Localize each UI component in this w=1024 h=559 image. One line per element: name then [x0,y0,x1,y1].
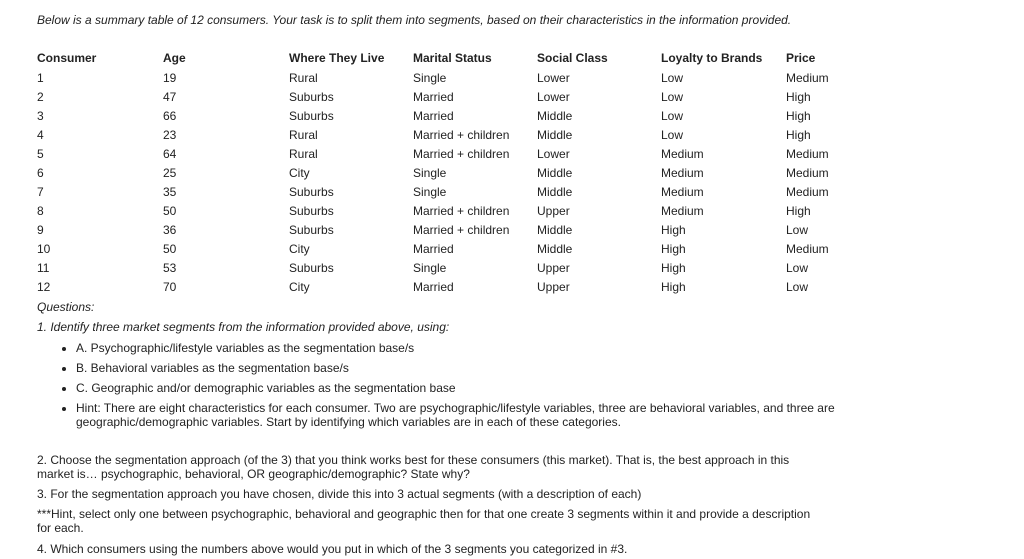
cell-price: High [786,89,811,104]
cell-age: 50 [163,241,177,256]
cell-marital-status: Single [413,260,447,275]
cell-loyalty-to-brands: High [661,260,686,275]
cell-marital-status: Married + children [413,146,510,161]
cell-consumer: 6 [37,165,44,180]
cell-where-they-live: City [289,279,310,294]
header-consumer: Consumer [37,51,97,65]
table-header-row [37,48,877,68]
cell-price: High [786,127,811,142]
cell-marital-status: Married [413,279,454,294]
question-1: 1. Identify three market segments from the information provided above, using: [37,320,450,334]
table-row [37,87,877,106]
cell-social-class: Lower [537,146,570,161]
cell-where-they-live: Suburbs [289,89,334,104]
cell-age: 64 [163,146,177,161]
table-row [37,220,877,239]
cell-social-class: Middle [537,127,573,142]
cell-social-class: Middle [537,108,573,123]
cell-age: 47 [163,89,177,104]
cell-consumer: 1 [37,70,44,85]
header-social-class: Social Class [537,51,608,65]
cell-price: High [786,203,811,218]
cell-loyalty-to-brands: Medium [661,146,704,161]
table-row [37,239,877,258]
table-row [37,68,877,87]
cell-where-they-live: Suburbs [289,203,334,218]
table-row [37,144,877,163]
cell-age: 50 [163,203,177,218]
cell-price: Low [786,279,809,294]
table-row [37,258,877,277]
cell-where-they-live: Rural [289,146,318,161]
cell-loyalty-to-brands: Low [661,108,684,123]
cell-social-class: Upper [537,203,570,218]
cell-where-they-live: Rural [289,127,318,142]
cell-loyalty-to-brands: Low [661,127,684,142]
cell-consumer: 7 [37,184,44,199]
questions-heading: Questions: [37,300,95,314]
cell-marital-status: Married + children [413,222,510,237]
cell-price: Medium [786,70,829,85]
cell-price: Low [786,260,809,275]
header-price: Price [786,51,816,65]
table-row [37,163,877,182]
cell-loyalty-to-brands: High [661,241,686,256]
cell-social-class: Lower [537,70,570,85]
cell-marital-status: Married [413,89,454,104]
question-2: 2. Choose the segmentation approach (of the 3) that you think works best for these consumers (this market). That is, the best approach in this market is… psychographic, behavioral, OR geographic/demographic? State why? [37,453,790,481]
table-row [37,277,877,296]
table-body [37,68,877,296]
cell-marital-status: Single [413,70,447,85]
cell-where-they-live: Rural [289,70,318,85]
cell-loyalty-to-brands: Medium [661,203,704,218]
cell-social-class: Lower [537,89,570,104]
header-marital-status: Marital Status [413,51,492,65]
header-age: Age [163,51,186,65]
cell-consumer: 3 [37,108,44,123]
cell-loyalty-to-brands: Medium [661,184,704,199]
cell-consumer: 4 [37,127,44,142]
cell-where-they-live: City [289,165,310,180]
question-3-hint: ***Hint, select only one between psychographic, behavioral and geographic then for that one create 3 segments within it and provide a description for each. [37,507,811,535]
cell-price: Low [786,222,809,237]
bullet-geographic: • C. Geographic and/or demographic variables as the segmentation base [76,381,836,395]
cell-consumer: 8 [37,203,44,218]
cell-loyalty-to-brands: Medium [661,165,704,180]
cell-loyalty-to-brands: Low [661,70,684,85]
cell-price: High [786,108,811,123]
cell-loyalty-to-brands: High [661,279,686,294]
question-3: 3. For the segmentation approach you have chosen, divide this into 3 actual segments (with a description of each) [37,487,642,501]
cell-social-class: Upper [537,279,570,294]
cell-consumer: 5 [37,146,44,161]
cell-social-class: Middle [537,241,573,256]
cell-loyalty-to-brands: High [661,222,686,237]
table-row [37,201,877,220]
cell-loyalty-to-brands: Low [661,89,684,104]
cell-age: 66 [163,108,177,123]
cell-marital-status: Married + children [413,127,510,142]
cell-social-class: Middle [537,165,573,180]
cell-marital-status: Married [413,108,454,123]
cell-age: 36 [163,222,177,237]
table-row [37,106,877,125]
cell-where-they-live: Suburbs [289,184,334,199]
consumer-table-container [37,48,829,298]
cell-marital-status: Single [413,184,447,199]
cell-consumer: 11 [37,260,50,275]
cell-consumer: 2 [37,89,44,104]
cell-social-class: Middle [537,184,573,199]
cell-price: Medium [786,184,829,199]
cell-social-class: Middle [537,222,573,237]
cell-where-they-live: Suburbs [289,222,334,237]
cell-marital-status: Married [413,241,454,256]
cell-age: 53 [163,260,177,275]
cell-age: 23 [163,127,177,142]
cell-consumer: 9 [37,222,44,237]
bullet-hint: • Hint: There are eight characteristics for each consumer. Two are psychographic/lifestyle variables, three are behavioral variables, and three are geographic/demographic variables. Start by identifying which variables are in each of these categories. [76,401,836,429]
cell-consumer: 12 [37,279,51,294]
bullet-behavioral: • B. Behavioral variables as the segmentation base/s [76,361,836,375]
cell-where-they-live: City [289,241,310,256]
table-row [37,182,877,201]
cell-where-they-live: Suburbs [289,108,334,123]
cell-age: 25 [163,165,177,180]
header-loyalty-to-brands: Loyalty to Brands [661,51,763,65]
cell-price: Medium [786,165,829,180]
cell-age: 35 [163,184,177,199]
question-1-bullets [58,341,836,435]
header-where-they-live: Where They Live [289,51,385,65]
cell-age: 70 [163,279,177,294]
cell-price: Medium [786,146,829,161]
table-row [37,125,877,144]
cell-marital-status: Single [413,165,447,180]
cell-social-class: Upper [537,260,570,275]
consumer-table [37,48,877,296]
intro-text: Below is a summary table of 12 consumers. Your task is to split them into segments, based on their characteristics in the information provided. [37,13,792,27]
cell-price: Medium [786,241,829,256]
bullet-psychographic: • A. Psychographic/lifestyle variables as the segmentation base/s [76,341,836,355]
cell-consumer: 10 [37,241,51,256]
cell-where-they-live: Suburbs [289,260,334,275]
cell-age: 19 [163,70,177,85]
question-4: 4. Which consumers using the numbers above would you put in which of the 3 segments you categorized in #3. [37,542,628,556]
cell-marital-status: Married + children [413,203,510,218]
